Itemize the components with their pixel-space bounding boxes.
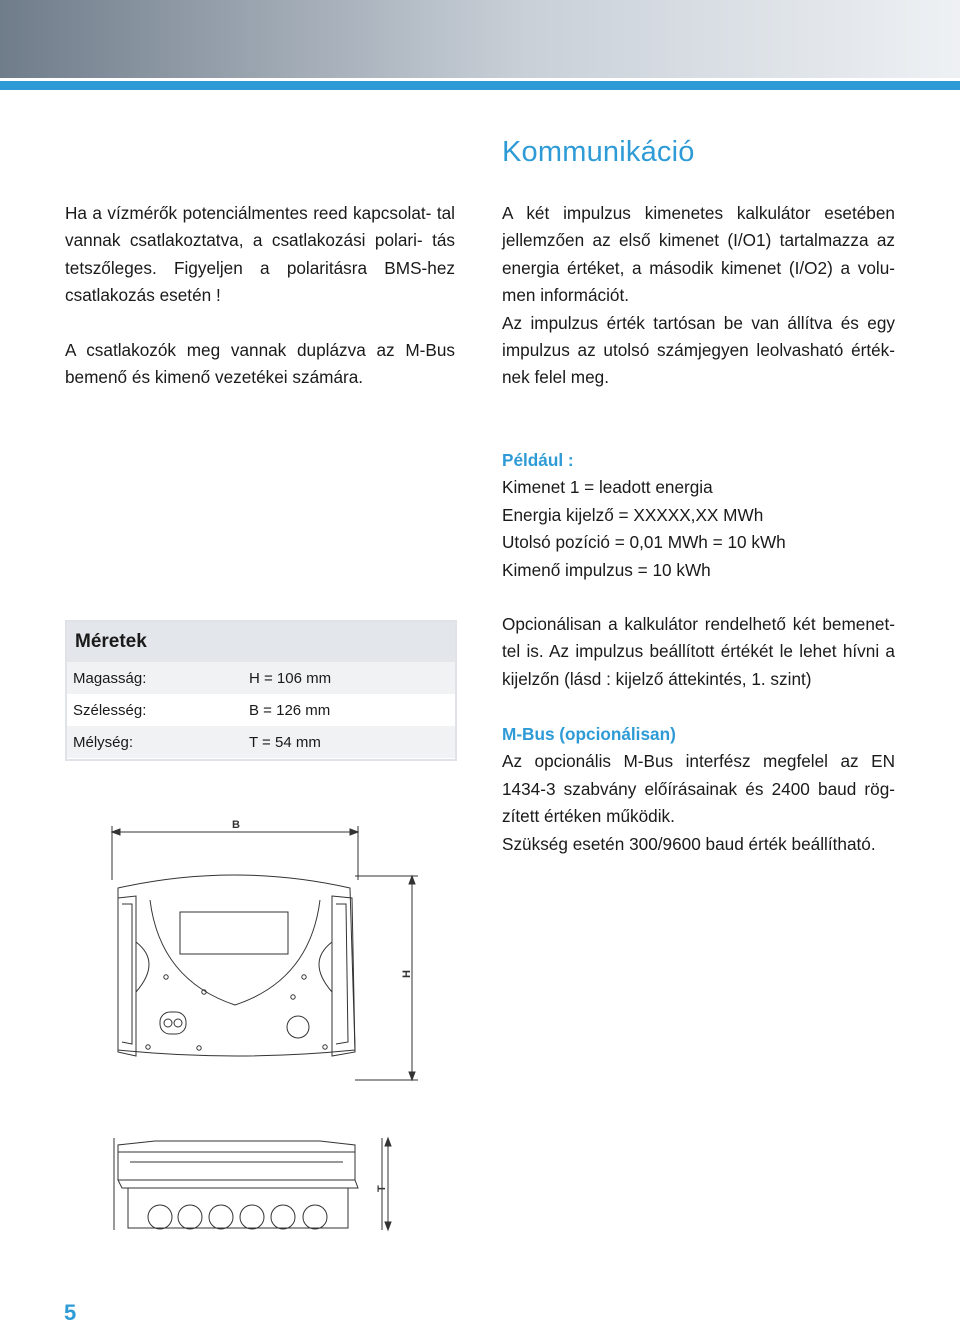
dimension-label: Mélység: — [73, 733, 134, 751]
text-line: impulzus az utolsó számjegyen leolvasható érték- — [502, 340, 895, 361]
dimension-value: T = 54 mm — [249, 733, 321, 751]
example-line: Energia kijelző = XXXXX,XX MWh — [502, 504, 764, 525]
page-number: 5 — [64, 1300, 77, 1325]
dimensions-title: Méretek — [67, 622, 455, 662]
right-para-1 — [502, 200, 895, 310]
page-title: Kommunikáció — [502, 136, 695, 168]
text-line: tal vannak csatlakoztatva, a csatlakozási polari- — [65, 203, 455, 251]
left-column — [65, 200, 455, 391]
example-line: Kimenő impulzus = 10 kWh — [502, 559, 711, 580]
table-row — [67, 726, 455, 758]
dimension-label: Szélesség: — [73, 701, 147, 719]
text-line: esetén ! — [159, 285, 221, 306]
text-line: nek felel meg. — [502, 367, 610, 388]
mbus-section — [502, 721, 895, 858]
text-line: 1434-3 szabvány előírásainak és 2400 baud rög- — [502, 778, 895, 799]
right-column — [502, 200, 895, 392]
dimension-label-h: H — [401, 970, 413, 978]
text-line: Az impulzus érték tartósan be van állítva és egy — [502, 312, 895, 333]
dimensions-table — [65, 620, 457, 761]
table-row — [67, 662, 455, 694]
mbus-heading: M-Bus (opcionálisan) — [502, 724, 676, 744]
dimension-label-t: T — [376, 1185, 388, 1192]
example-heading: Például : — [502, 450, 574, 470]
text-line: bemenő és kimenő vezetékei számára. — [65, 367, 364, 388]
example-line: Utolsó pozíció = 0,01 MWh = 10 kWh — [502, 532, 786, 553]
dimension-value: H = 106 mm — [249, 669, 332, 687]
text-line: A csatlakozók meg vannak duplázva az M-Bus — [65, 339, 455, 360]
text-line: zített értéken működik. — [502, 806, 675, 827]
example-block — [502, 447, 902, 584]
text-line: Figyeljen a polaritásra BMS-hez csatlakozás — [65, 257, 455, 306]
text-line: Szükség esetén 300/9600 baud érték beállítható. — [502, 833, 876, 854]
right-para-2 — [502, 310, 895, 392]
dimension-label-b: B — [232, 819, 240, 831]
text-line: kijelzőn (lásd : kijelző áttekintés, 1. szint) — [502, 668, 812, 689]
text-line: A két impulzus kimenetes kalkulátor esetében — [502, 203, 895, 223]
text-line: tás tetszőleges. — [65, 230, 455, 278]
text-line: Az opcionális M-Bus interfész megfelel az EN — [502, 751, 895, 772]
device-dimension-drawing — [100, 800, 430, 1250]
dimension-value: B = 126 mm — [249, 701, 331, 719]
left-para-2 — [65, 337, 455, 392]
text-line: tel is. Az impulzus beállított értékét le lehet hívni a — [502, 641, 895, 662]
header-band — [0, 0, 960, 78]
table-row — [67, 694, 455, 726]
text-line: energia értéket, a második kimenet (I/O2) a volu- — [502, 257, 895, 278]
example-line: Kimenet 1 = leadott energia — [502, 477, 713, 498]
text-line: jellemzően az első kimenet (I/O1) tartalmazza az — [502, 230, 895, 251]
text-line: Opcionálisan a kalkulátor rendelhető két bemenet- — [502, 614, 895, 634]
text-line: Ha a vízmérők potenciálmentes reed kapcsolat- — [65, 203, 432, 223]
text-line: men információt. — [502, 285, 630, 306]
dimension-label: Magasság: — [73, 669, 147, 687]
optional-inputs-paragraph — [502, 611, 895, 693]
header-accent-stripe — [0, 81, 960, 90]
left-para-1 — [65, 200, 455, 310]
